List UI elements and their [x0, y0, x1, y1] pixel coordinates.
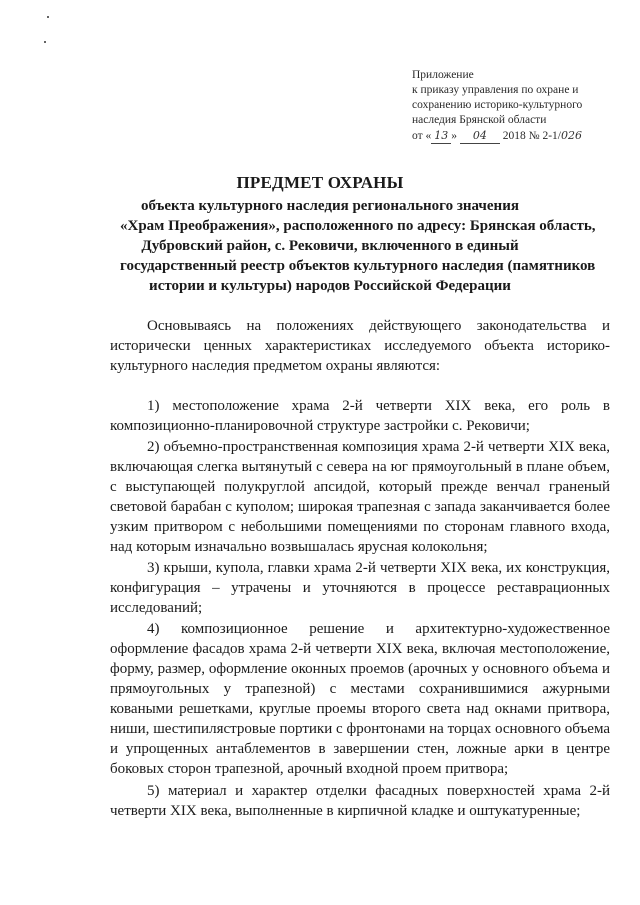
order-number-handwritten: 026	[561, 129, 582, 142]
subtitle-line: государственный реестр объектов культурного наследия (памятников	[120, 258, 596, 274]
appendix-region-line: наследия Брянской области	[412, 114, 547, 126]
object-description	[120, 196, 596, 296]
item-4	[110, 619, 610, 779]
body-intro	[110, 316, 610, 376]
subtitle-line: Дубровский район, с. Рековичи, включенного в единый	[141, 238, 519, 254]
page-title: ПРЕДМЕТ ОХРАНЫ	[236, 173, 404, 192]
protection-item: 5) материал и характер отделки фасадных поверхностей храма 2-й четверти XIX века, выполненные в кирпичной кладке и оштукатуренные;	[110, 783, 610, 819]
protection-item: 4) композиционное решение и архитектурно-художественное оформление фасадов храма 2-й четверти XIX века, включая местоположение, форму, размер, оформление оконных проемов (арочных у основного объема и прямоугольных у трапезной) с местами сохранившимися ажурными коваными решетками, круглые проемы второго света над окнами притвора, ниши, шестипилястровые портики с фронтонами на торцах основного объема и упрощенных антаблементов в завершении стен, ложные арки в центре боковых сторон трапезной, арочный входной проем притвора;	[110, 621, 610, 777]
subtitle-line: объекта культурного наследия регионального значения	[141, 198, 519, 214]
scan-speck	[47, 16, 49, 18]
subtitle-line: «Храм Преображения», расположенного по адресу: Брянская область,	[120, 218, 596, 234]
date-year-number: 2018 № 2-1/	[502, 130, 561, 142]
appendix-order-line: к приказу управления по охране и	[412, 84, 579, 96]
date-month-handwritten: 04	[460, 128, 500, 144]
date-mid: »	[451, 130, 457, 142]
subtitle-line: истории и культуры) народов Российской Федерации	[149, 278, 511, 294]
intro-paragraph: Основываясь на положениях действующего законодательства и исторически ценных характеристиках исследуемого объекта историко-культурного наследия предметом охраны являются:	[110, 318, 610, 374]
appendix-date-line	[412, 128, 612, 144]
date-prefix: от «	[412, 130, 432, 142]
item-5	[110, 781, 610, 821]
protection-item: 3) крыши, купола, главки храма 2-й четверти XIX века, их конструкция, конфигурация – утрачены и уточняются в процессе реставрационных исследований;	[110, 560, 610, 616]
appendix-department-line: сохранению историко-культурного	[412, 99, 583, 111]
item-3	[110, 558, 610, 618]
appendix-label: Приложение	[412, 69, 474, 81]
item-2	[110, 437, 610, 557]
item-1	[110, 396, 610, 436]
scan-speck	[44, 41, 46, 43]
date-day-handwritten: 13	[431, 128, 451, 144]
protection-item: 2) объемно-пространственная композиция храма 2-й четверти XIX века, включающая слегка вытянутый с севера на юг прямоугольный в плане объем, с выступающей полукруглой апсидой, который прежде венчал граненый световой барабан с куполом; широкая трапезная с запада заканчивается более узким притвором с небольшими помещениями по сторонам главного входа, над которым изначально возвышалась ярусная колокольня;	[110, 439, 610, 555]
appendix-block	[412, 68, 612, 144]
protection-item: 1) местоположение храма 2-й четверти XIX века, его роль в композиционно-планировочной структуре застройки с. Рековичи;	[110, 398, 610, 434]
